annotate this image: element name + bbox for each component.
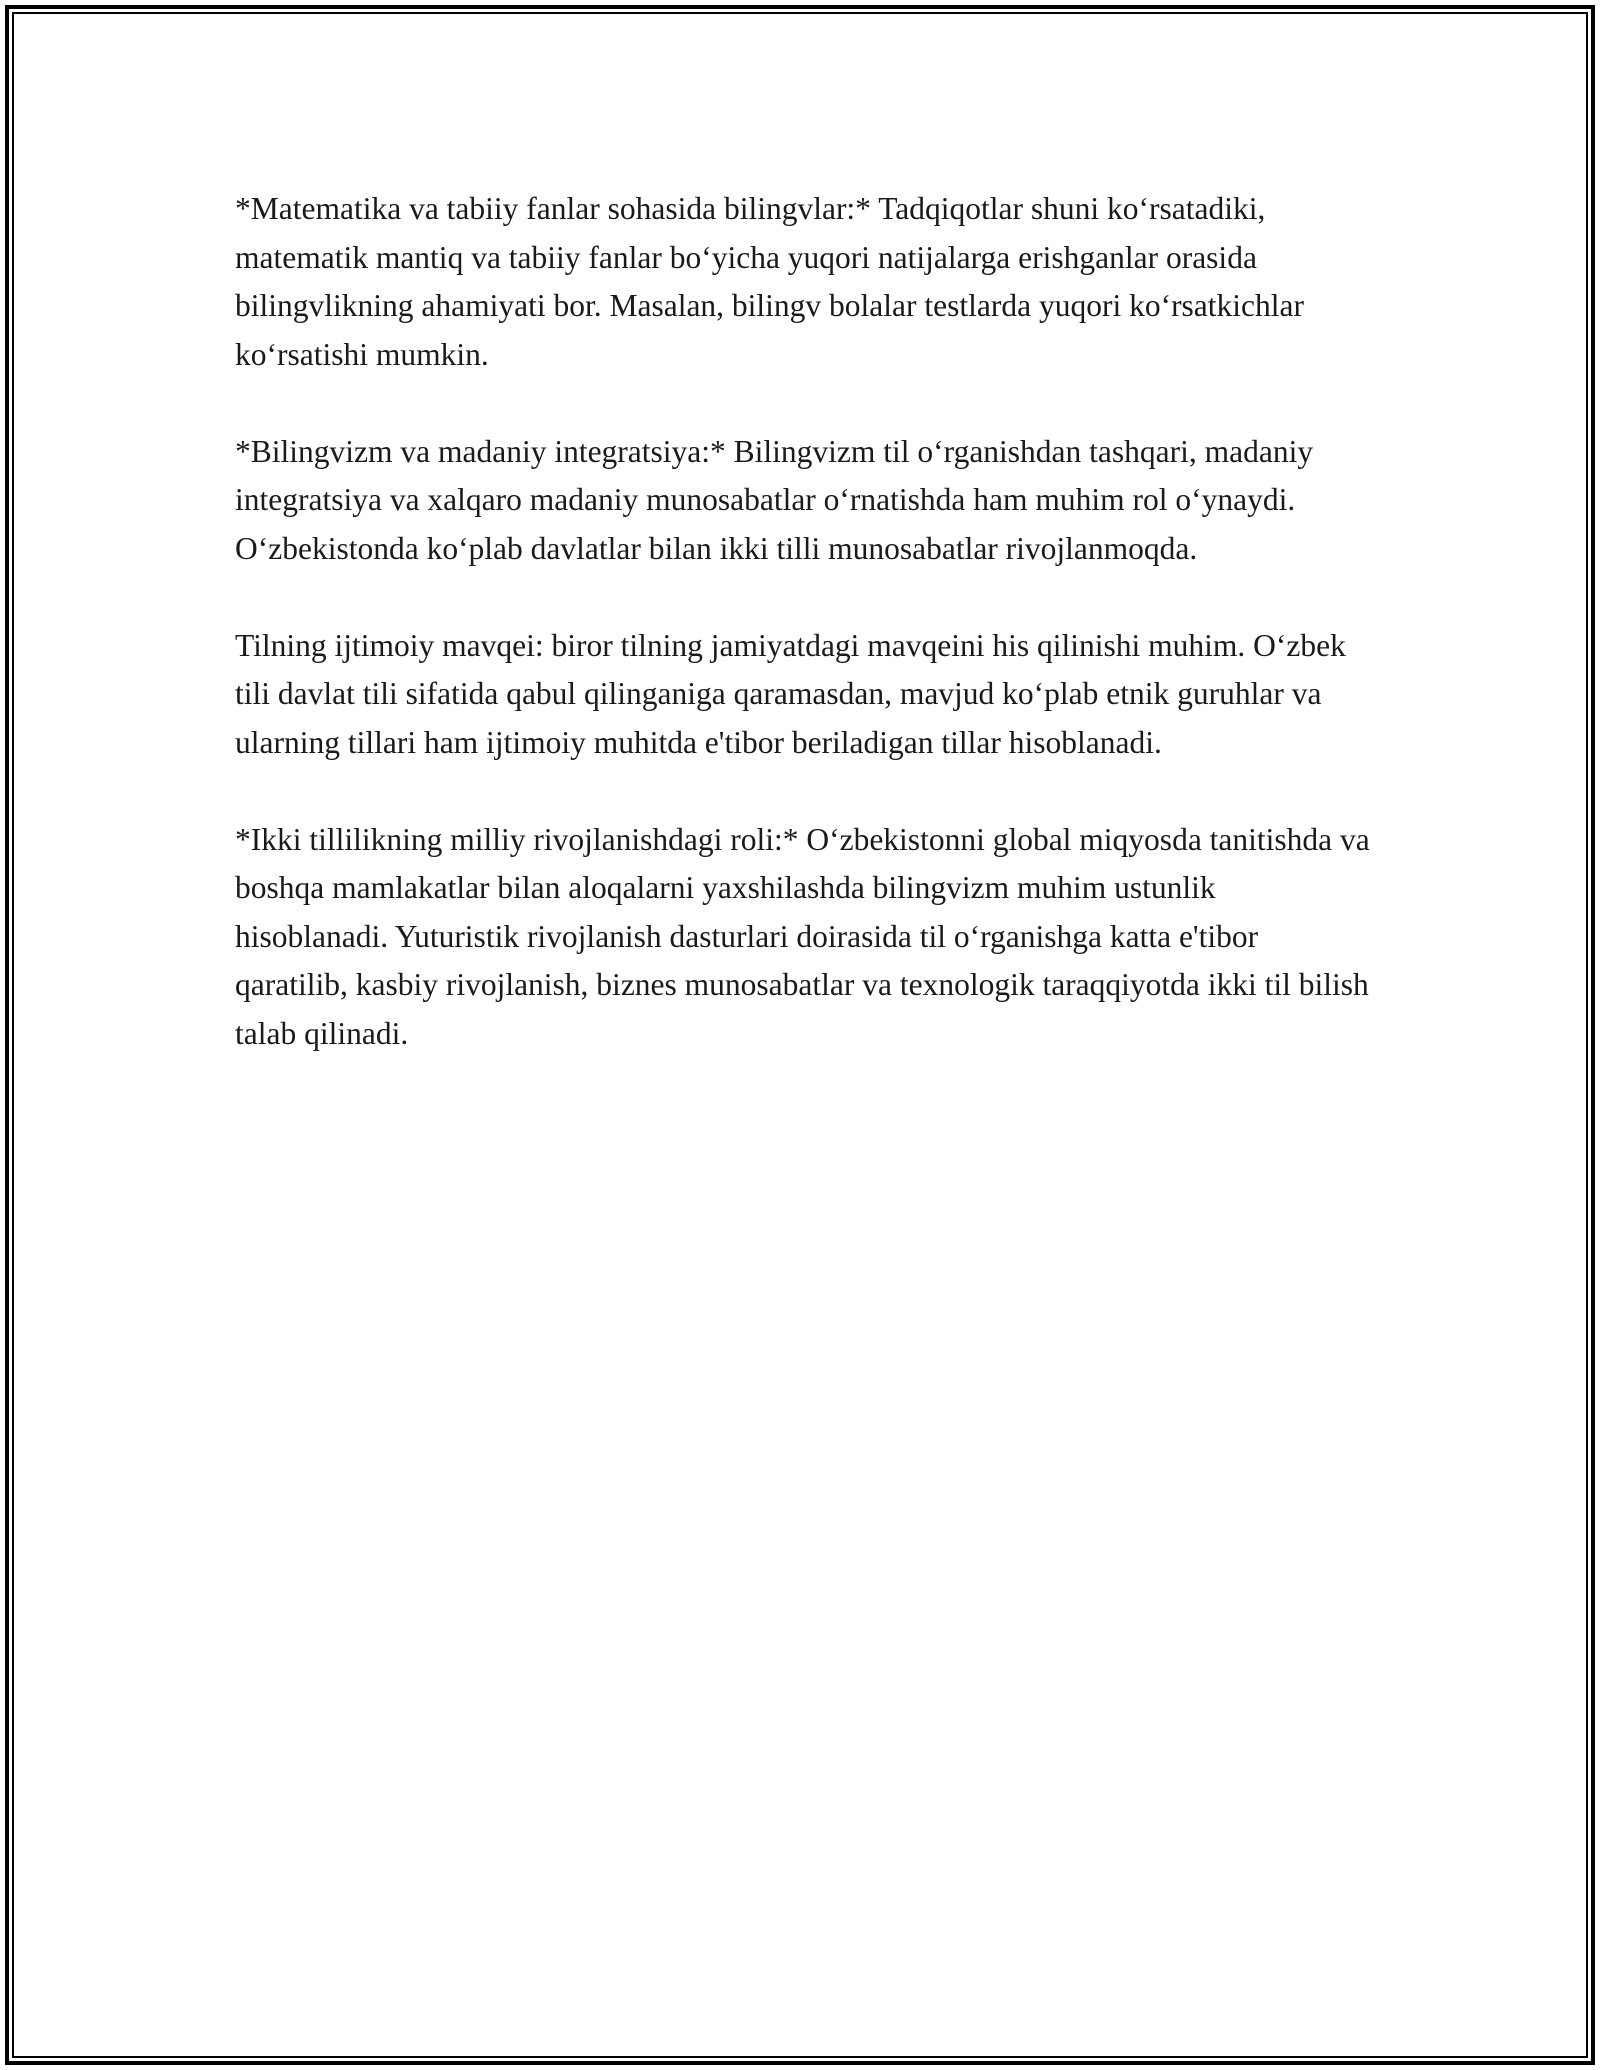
paragraph-bilingualism-national-development: *Ikki tillilikning milliy rivojlanishdagi roli:* O‘zbekistonni global miqyosda tanitishda va boshqa mamlakatlar bilan aloqalarni yaxshilashda bilingvizm muhim ustunlik hisoblanadi. Yuturistik rivojlanish dasturlari doirasida til o‘rganishga katta e'tibor qaratilib, kasbiy rivojlanish, biznes munosabatlar va texnologik taraqqiyotda ikki til bilish talab qilinadi. [235,821,1370,1051]
paragraph-mathematics-bilinguals: *Matematika va tabiiy fanlar sohasida bilingvlar:* Tadqiqotlar shuni ko‘rsatadiki, matematik mantiq va tabiiy fanlar bo‘yicha yuqori natijalarga erishganlar orasida bilingvlikning ahamiyati bor. Masalan, bilingv bolalar testlarda yuqori ko‘rsatkichlar ko‘rsatishi mumkin. [235,191,1305,372]
paragraph-bilingualism-cultural-integration: *Bilingvizm va madaniy integratsiya:* Bilingvizm til o‘rganishdan tashqari, madaniy integratsiya va xalqaro madaniy munosabatlar o‘rnatishda ham muhim rol o‘ynaydi. O‘zbekistonda ko‘plab davlatlar bilan ikki tilli munosabatlar rivojlanmoqda. [235,433,1314,566]
document-body [235,185,1375,1107]
paragraph-social-status-of-language: Tilning ijtimoiy mavqei: biror tilning jamiyatdagi mavqeini his qilinishi muhim. O‘zbek tili davlat tili sifatida qabul qilinganiga qaramasdan, mavjud ko‘plab etnik guruhlar va ularning tillari ham ijtimoiy muhitda e'tibor beriladigan tillar hisoblanadi. [235,627,1346,760]
